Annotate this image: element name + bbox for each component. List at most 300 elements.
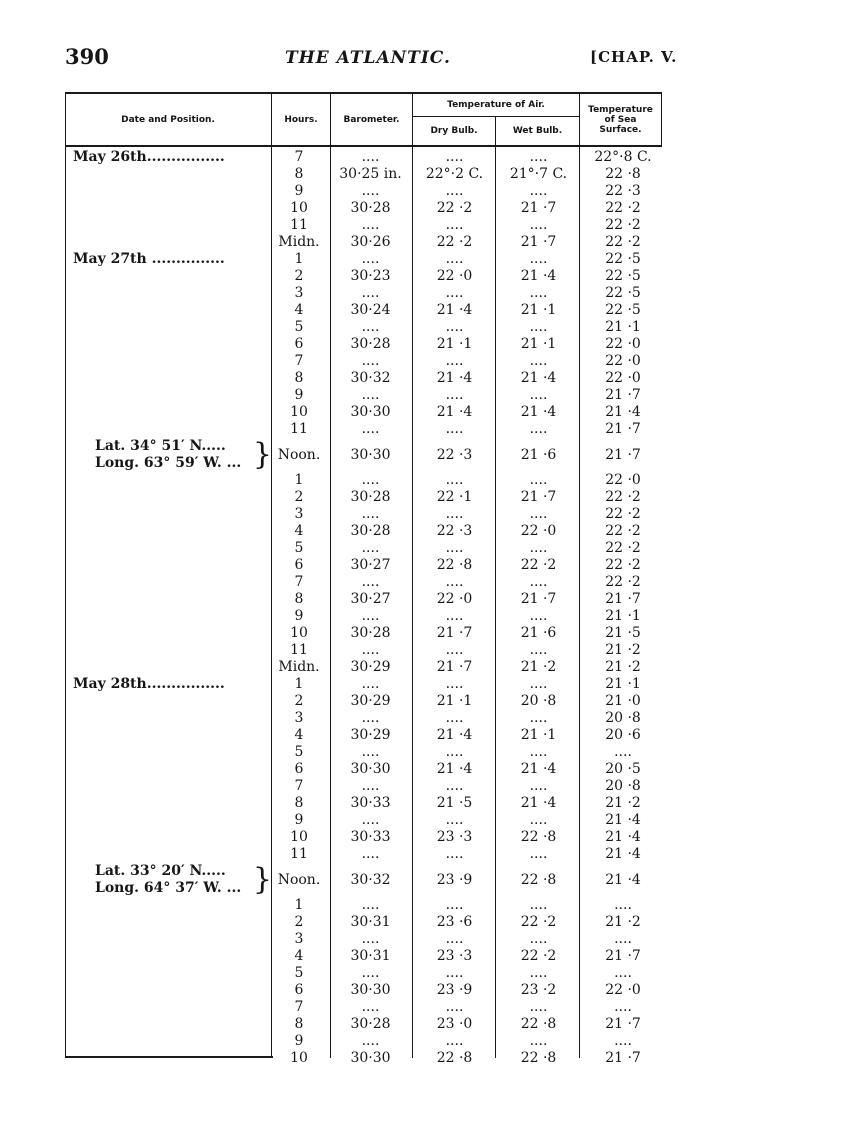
table-row (65, 948, 665, 965)
sea-temp-cell: 20 ·8 (605, 710, 641, 726)
dry-bulb-cell: .... (445, 897, 464, 913)
hour-cell: 4 (294, 302, 304, 318)
hour-cell: 7 (294, 778, 304, 794)
sea-temp-cell: .... (614, 965, 632, 981)
wet-bulb-cell: .... (529, 387, 548, 403)
barometer-cell: 30·33 (350, 795, 391, 811)
wet-bulb-cell: .... (529, 642, 548, 658)
table-row (65, 693, 665, 710)
hour-cell: 10 (290, 829, 308, 845)
wet-bulb-cell: .... (529, 778, 548, 794)
latitude-label: Lat. 34° 51′ N..... (95, 438, 226, 454)
dry-bulb-cell: 22°·2 C. (425, 166, 484, 182)
longitude-label: Long. 64° 37′ W. ... (95, 880, 242, 896)
dry-bulb-cell: 22 ·8 (436, 557, 473, 573)
sea-temp-cell: 21 ·4 (605, 404, 641, 420)
table-row (65, 642, 665, 659)
table-row (65, 183, 665, 200)
barometer-cell: .... (361, 472, 380, 488)
dry-bulb-cell: .... (445, 812, 464, 828)
wet-bulb-cell: .... (529, 999, 548, 1015)
right-rule (661, 92, 662, 147)
dry-bulb-cell: 22 ·0 (436, 268, 473, 284)
barometer-cell: 30·30 (350, 447, 391, 463)
hour-cell: 10 (290, 404, 308, 420)
hour-cell: 4 (294, 523, 304, 539)
table-row (65, 387, 665, 404)
running-title: THE ATLANTIC. (285, 48, 451, 68)
sea-temp-cell: .... (614, 897, 632, 913)
dry-bulb-cell: .... (445, 846, 464, 862)
table-row (65, 336, 665, 353)
sea-temp-cell: .... (614, 931, 632, 947)
dry-bulb-cell: 22 ·3 (436, 447, 473, 463)
wet-bulb-cell: 21 ·4 (520, 268, 557, 284)
dry-bulb-cell: 21 ·5 (436, 795, 473, 811)
wet-bulb-cell: .... (529, 353, 548, 369)
hour-cell: 1 (294, 472, 304, 488)
header-sea-line2: of Sea (604, 114, 637, 125)
table-row (65, 353, 665, 370)
page-number: 390 (65, 44, 109, 69)
dry-bulb-cell: 21 ·4 (436, 761, 473, 777)
dry-bulb-cell: 21 ·1 (436, 693, 473, 709)
table-row (65, 761, 665, 778)
sea-temp-cell: 22 ·0 (605, 982, 641, 998)
sea-temp-cell: 21 ·1 (605, 676, 641, 692)
table-row (65, 965, 665, 982)
barometer-cell: .... (361, 931, 380, 947)
sea-temp-cell: 21 ·7 (605, 948, 641, 964)
hour-cell: 7 (294, 353, 304, 369)
table-row (65, 557, 665, 574)
hour-cell: 6 (294, 336, 304, 352)
dry-bulb-cell: 23 ·0 (436, 1016, 473, 1032)
hour-cell: 1 (294, 251, 304, 267)
sea-temp-cell: 22 ·2 (605, 200, 641, 216)
table-row (65, 659, 665, 676)
barometer-cell: 30·30 (350, 1050, 391, 1066)
barometer-cell: 30·28 (350, 336, 391, 352)
sea-temp-cell: .... (614, 999, 632, 1015)
barometer-cell: .... (361, 897, 380, 913)
sea-temp-cell: 21 ·2 (605, 914, 641, 930)
barometer-cell: .... (361, 506, 380, 522)
date-label: May 26th................ (73, 149, 225, 165)
hour-cell: 2 (294, 489, 304, 505)
hour-cell: 11 (290, 642, 308, 658)
barometer-cell: .... (361, 608, 380, 624)
barometer-cell: .... (361, 999, 380, 1015)
barometer-cell: .... (361, 149, 380, 165)
sea-temp-cell: 22 ·2 (605, 540, 641, 556)
wet-bulb-cell: .... (529, 1033, 548, 1049)
dry-bulb-cell: .... (445, 183, 464, 199)
wet-bulb-cell: 21 ·1 (520, 302, 557, 318)
wet-bulb-cell: .... (529, 897, 548, 913)
wet-bulb-cell: .... (529, 812, 548, 828)
table-row (65, 931, 665, 948)
barometer-cell: .... (361, 183, 380, 199)
wet-bulb-cell: .... (529, 931, 548, 947)
sea-temp-cell: 20 ·8 (605, 778, 641, 794)
hour-cell: 1 (294, 676, 304, 692)
hour-cell: 4 (294, 948, 304, 964)
dry-bulb-cell: .... (445, 999, 464, 1015)
wet-bulb-cell: .... (529, 506, 548, 522)
hour-cell: 2 (294, 693, 304, 709)
table-row (65, 574, 665, 591)
dry-bulb-cell: 23 ·6 (436, 914, 473, 930)
dry-bulb-cell: 22 ·2 (436, 234, 473, 250)
latitude-label: Lat. 33° 20′ N..... (95, 863, 226, 879)
table-row (65, 608, 665, 625)
barometer-cell: .... (361, 319, 380, 335)
hour-cell: 2 (294, 268, 304, 284)
hour-cell: Midn. (278, 234, 320, 250)
hour-cell: 9 (294, 812, 304, 828)
sea-temp-cell: 22°·8 C. (594, 149, 652, 165)
dry-bulb-cell: 22 ·0 (436, 591, 473, 607)
hour-cell: 8 (294, 795, 304, 811)
barometer-cell: .... (361, 574, 380, 590)
barometer-cell: .... (361, 1033, 380, 1049)
barometer-cell: 30·23 (350, 268, 391, 284)
barometer-cell: 30·28 (350, 523, 391, 539)
wet-bulb-cell: .... (529, 540, 548, 556)
header-bottom-rule (65, 145, 662, 147)
wet-bulb-cell: 20 ·8 (520, 693, 557, 709)
barometer-cell: .... (361, 540, 380, 556)
hour-cell: 10 (290, 1050, 308, 1066)
dry-bulb-cell: .... (445, 608, 464, 624)
date-label: May 27th ............... (73, 251, 225, 267)
table-row (65, 472, 665, 489)
table-row (65, 540, 665, 557)
hour-cell: 1 (294, 897, 304, 913)
sea-temp-cell: 21 ·4 (605, 829, 641, 845)
table-row (65, 285, 665, 302)
table-row (65, 710, 665, 727)
header-sea-line1: Temperature (588, 104, 653, 115)
wet-bulb-cell: .... (529, 744, 548, 760)
table-row (65, 149, 665, 166)
sea-temp-cell: 22 ·2 (605, 489, 641, 505)
sea-temp-cell: 21 ·7 (605, 1050, 641, 1066)
barometer-cell: 30·31 (350, 914, 391, 930)
dry-bulb-cell: .... (445, 744, 464, 760)
wet-bulb-cell: 21 ·4 (520, 795, 557, 811)
wet-bulb-cell: 22 ·2 (520, 914, 557, 930)
hour-cell: Midn. (278, 659, 320, 675)
dry-bulb-cell: .... (445, 353, 464, 369)
dry-bulb-cell: 23 ·3 (436, 948, 473, 964)
sea-temp-cell: 22 ·2 (605, 217, 641, 233)
sea-temp-cell: .... (614, 1033, 632, 1049)
header-sea-line3: Surface. (599, 124, 642, 135)
hour-cell: 5 (294, 744, 304, 760)
wet-bulb-cell: .... (529, 421, 548, 437)
table-row (65, 421, 665, 438)
dry-bulb-cell: 23 ·9 (436, 982, 473, 998)
barometer-cell: 30·29 (350, 693, 391, 709)
wet-bulb-cell: .... (529, 676, 548, 692)
hour-cell: 10 (290, 625, 308, 641)
sea-temp-cell: 20 ·5 (605, 761, 641, 777)
barometer-cell: 30·30 (350, 982, 391, 998)
table-row (65, 982, 665, 999)
table-row (65, 489, 665, 506)
table-row (65, 812, 665, 829)
header-date: Date and Position. (121, 114, 215, 125)
table-row (65, 1050, 665, 1067)
table-row (65, 200, 665, 217)
table-row (65, 846, 665, 863)
dry-bulb-cell: 21 ·4 (436, 727, 473, 743)
dry-bulb-cell: .... (445, 217, 464, 233)
barometer-cell: 30·25 in. (339, 166, 402, 182)
sea-temp-cell: 22 ·0 (605, 370, 641, 386)
wet-bulb-cell: 21 ·6 (520, 447, 557, 463)
sea-temp-cell: 21 ·4 (605, 812, 641, 828)
barometer-cell: 30·30 (350, 761, 391, 777)
table-row (65, 863, 665, 897)
wet-bulb-cell: .... (529, 319, 548, 335)
brace-glyph: } (252, 862, 272, 897)
barometer-cell: .... (361, 812, 380, 828)
sea-temp-cell: 22 ·3 (605, 183, 641, 199)
barometer-cell: 30·27 (350, 557, 391, 573)
barometer-cell: 30·24 (350, 302, 391, 318)
sea-temp-cell: 22 ·5 (605, 302, 641, 318)
barometer-cell: 30·27 (350, 591, 391, 607)
page-header (0, 0, 852, 90)
hour-cell: 4 (294, 727, 304, 743)
dry-bulb-cell: .... (445, 676, 464, 692)
table-row (65, 166, 665, 183)
sea-temp-cell: 21 ·7 (605, 387, 641, 403)
hour-cell: 9 (294, 608, 304, 624)
table-row (65, 999, 665, 1016)
barometer-cell: .... (361, 846, 380, 862)
barometer-cell: 30·30 (350, 404, 391, 420)
dry-bulb-cell: .... (445, 506, 464, 522)
wet-bulb-cell: 21°·7 C. (509, 166, 568, 182)
wet-bulb-cell: .... (529, 608, 548, 624)
barometer-cell: .... (361, 642, 380, 658)
dry-bulb-cell: 21 ·4 (436, 302, 473, 318)
wet-bulb-cell: 21 ·6 (520, 625, 557, 641)
table-row (65, 1016, 665, 1033)
hour-cell: 8 (294, 1016, 304, 1032)
wet-bulb-cell: .... (529, 965, 548, 981)
hour-cell: 5 (294, 965, 304, 981)
sea-temp-cell: 21 ·0 (605, 693, 641, 709)
position-label (95, 863, 270, 897)
wet-bulb-cell: 22 ·8 (520, 872, 557, 888)
chapter-label: [CHAP. V. (590, 48, 678, 66)
sea-temp-cell: 22 ·5 (605, 251, 641, 267)
table-row (65, 591, 665, 608)
barometer-cell: .... (361, 217, 380, 233)
header-sea-temperature (580, 94, 661, 145)
hour-cell: 3 (294, 285, 304, 301)
table-row (65, 217, 665, 234)
header-barometer: Barometer. (343, 114, 400, 125)
hour-cell: 7 (294, 574, 304, 590)
dry-bulb-cell: 22 ·8 (436, 1050, 473, 1066)
hour-cell: Noon. (277, 447, 321, 463)
table-row (65, 744, 665, 761)
dry-bulb-cell: 22 ·2 (436, 200, 473, 216)
table-row (65, 523, 665, 540)
dry-bulb-cell: .... (445, 149, 464, 165)
hour-cell: 3 (294, 710, 304, 726)
barometer-cell: 30·31 (350, 948, 391, 964)
table-row (65, 676, 665, 693)
dry-bulb-cell: .... (445, 931, 464, 947)
dry-bulb-cell: .... (445, 778, 464, 794)
dry-bulb-cell: .... (445, 574, 464, 590)
barometer-cell: 30·26 (350, 234, 391, 250)
dry-bulb-cell: .... (445, 285, 464, 301)
sea-temp-cell: .... (614, 744, 632, 760)
hour-cell: 6 (294, 982, 304, 998)
table-row (65, 234, 665, 251)
hour-cell: 11 (290, 421, 308, 437)
hour-cell: 3 (294, 506, 304, 522)
sea-temp-cell: 22 ·0 (605, 336, 641, 352)
hour-cell: 8 (294, 370, 304, 386)
dry-bulb-cell: .... (445, 540, 464, 556)
wet-bulb-cell: .... (529, 285, 548, 301)
table-row (65, 795, 665, 812)
barometer-cell: .... (361, 744, 380, 760)
sea-temp-cell: 21 ·2 (605, 642, 641, 658)
barometer-cell: .... (361, 251, 380, 267)
barometer-cell: 30·29 (350, 727, 391, 743)
table-row (65, 370, 665, 387)
sea-temp-cell: 22 ·2 (605, 234, 641, 250)
barometer-cell: 30·32 (350, 370, 391, 386)
hour-cell: 5 (294, 540, 304, 556)
wet-bulb-cell: 23 ·2 (520, 982, 557, 998)
sea-temp-cell: 21 ·1 (605, 319, 641, 335)
brace-glyph: } (252, 437, 272, 472)
table-row (65, 778, 665, 795)
wet-bulb-cell: 21 ·4 (520, 761, 557, 777)
table-row (65, 251, 665, 268)
dry-bulb-cell: 21 ·4 (436, 370, 473, 386)
sea-temp-cell: 22 ·0 (605, 353, 641, 369)
dry-bulb-cell: .... (445, 387, 464, 403)
sea-temp-cell: 21 ·4 (605, 846, 641, 862)
wet-bulb-cell: 21 ·1 (520, 727, 557, 743)
dry-bulb-cell: .... (445, 251, 464, 267)
hour-cell: 5 (294, 319, 304, 335)
hour-cell: 11 (290, 846, 308, 862)
dry-bulb-cell: 21 ·1 (436, 336, 473, 352)
wet-bulb-cell: 21 ·7 (520, 234, 557, 250)
hour-cell: 7 (294, 999, 304, 1015)
hour-cell: 11 (290, 217, 308, 233)
table-row (65, 319, 665, 336)
dry-bulb-cell: 21 ·4 (436, 404, 473, 420)
sea-temp-cell: 22 ·8 (605, 166, 641, 182)
dry-bulb-cell: .... (445, 965, 464, 981)
dry-bulb-cell: 21 ·7 (436, 659, 473, 675)
wet-bulb-cell: 21 ·4 (520, 370, 557, 386)
barometer-cell: .... (361, 676, 380, 692)
dry-bulb-cell: .... (445, 472, 464, 488)
sea-temp-cell: 21 ·7 (605, 1016, 641, 1032)
hour-cell: 8 (294, 591, 304, 607)
hour-cell: 9 (294, 183, 304, 199)
wet-bulb-cell: 21 ·7 (520, 200, 557, 216)
wet-bulb-cell: 21 ·7 (520, 489, 557, 505)
wet-bulb-cell: .... (529, 183, 548, 199)
sea-temp-cell: 20 ·6 (605, 727, 641, 743)
barometer-cell: .... (361, 710, 380, 726)
hour-cell: 9 (294, 387, 304, 403)
table-row (65, 268, 665, 285)
longitude-label: Long. 63° 59′ W. ... (95, 455, 242, 471)
barometer-cell: .... (361, 778, 380, 794)
table-row (65, 404, 665, 421)
date-label: May 28th................ (73, 676, 225, 692)
sea-temp-cell: 21 ·7 (605, 591, 641, 607)
wet-bulb-cell: .... (529, 217, 548, 233)
wet-bulb-cell: 22 ·2 (520, 948, 557, 964)
sea-temp-cell: 22 ·2 (605, 557, 641, 573)
sea-temp-cell: 21 ·7 (605, 447, 641, 463)
wet-bulb-cell: .... (529, 710, 548, 726)
sea-temp-cell: 21 ·5 (605, 625, 641, 641)
dry-bulb-cell: 22 ·3 (436, 523, 473, 539)
table-body (65, 149, 665, 1067)
barometer-cell: .... (361, 965, 380, 981)
barometer-cell: .... (361, 285, 380, 301)
header-air-temperature: Temperature of Air. (447, 100, 545, 110)
table-row (65, 506, 665, 523)
wet-bulb-cell: .... (529, 149, 548, 165)
wet-bulb-cell: .... (529, 574, 548, 590)
dry-bulb-cell: .... (445, 642, 464, 658)
wet-bulb-cell: 21 ·7 (520, 591, 557, 607)
table-row (65, 1033, 665, 1050)
hour-cell: 9 (294, 1033, 304, 1049)
sea-temp-cell: 21 ·1 (605, 608, 641, 624)
sea-temp-cell: 21 ·7 (605, 421, 641, 437)
barometer-cell: 30·32 (350, 872, 391, 888)
hour-cell: 6 (294, 761, 304, 777)
wet-bulb-cell: .... (529, 472, 548, 488)
sea-temp-cell: 22 ·2 (605, 506, 641, 522)
wet-bulb-cell: .... (529, 846, 548, 862)
barometer-cell: 30·28 (350, 200, 391, 216)
barometer-cell: 30·28 (350, 489, 391, 505)
wet-bulb-cell: 21 ·1 (520, 336, 557, 352)
barometer-cell: .... (361, 353, 380, 369)
wet-bulb-cell: 22 ·8 (520, 1050, 557, 1066)
barometer-cell: 30·33 (350, 829, 391, 845)
sea-temp-cell: 21 ·2 (605, 659, 641, 675)
barometer-cell: 30·28 (350, 625, 391, 641)
sea-temp-cell: 21 ·2 (605, 795, 641, 811)
hour-cell: 8 (294, 166, 304, 182)
table-row (65, 302, 665, 319)
table-row (65, 727, 665, 744)
